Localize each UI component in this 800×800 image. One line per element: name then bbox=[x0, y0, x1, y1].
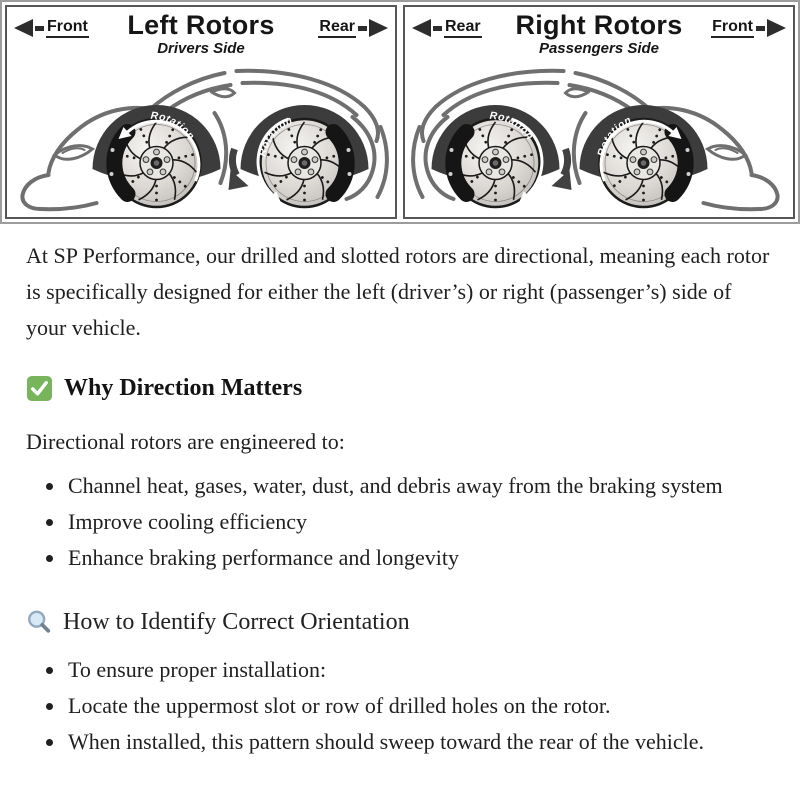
front-wheel bbox=[93, 105, 221, 207]
right-rotors-panel bbox=[403, 5, 795, 219]
panel-subtitle: Drivers Side bbox=[157, 40, 245, 57]
direction-label: Front bbox=[711, 19, 754, 38]
section-title: How to Identify Correct Orientation bbox=[63, 609, 410, 635]
list-item: • To ensure proper installation: bbox=[66, 652, 756, 688]
rotor-direction-diagram bbox=[0, 0, 800, 224]
left-car-illustration bbox=[7, 63, 395, 215]
section-heading-identify-orientation bbox=[26, 606, 774, 638]
rear-direction-indicator bbox=[318, 19, 388, 38]
rotation-label: Rotation bbox=[150, 109, 197, 143]
article-body bbox=[0, 224, 800, 760]
check-icon bbox=[26, 375, 53, 402]
direction-label: Front bbox=[46, 19, 89, 38]
left-rotors-panel bbox=[5, 5, 397, 219]
arrow-tail bbox=[756, 26, 765, 31]
front-direction-indicator bbox=[14, 19, 89, 38]
list-item: • Improve cooling efficiency bbox=[66, 504, 756, 540]
arrow-left-icon bbox=[412, 19, 431, 37]
panel-title: Left Rotors bbox=[127, 10, 275, 40]
rotation-label: Rotation bbox=[489, 109, 536, 143]
section-heading-why-direction-matters bbox=[26, 372, 774, 404]
arrow-tail bbox=[433, 26, 442, 31]
front-direction-indicator bbox=[711, 19, 786, 38]
section-lead: Directional rotors are engineered to: bbox=[26, 429, 345, 454]
list-item: • Locate the uppermost slot or row of drilled holes on the rotor. bbox=[66, 688, 756, 724]
rotation-label: Rotation bbox=[595, 114, 634, 158]
rear-wheel bbox=[241, 105, 369, 207]
right-car-illustration bbox=[405, 63, 793, 215]
arrow-right-icon bbox=[369, 19, 388, 37]
arrow-tail bbox=[358, 26, 367, 31]
list-item: • Enhance braking performance and longevity bbox=[66, 540, 756, 576]
list-item: • Channel heat, gases, water, dust, and debris away from the braking system bbox=[66, 468, 756, 504]
direction-label: Rear bbox=[444, 19, 482, 38]
arrow-right-icon bbox=[767, 19, 786, 37]
arrow-tail bbox=[35, 26, 44, 31]
front-wheel bbox=[580, 105, 708, 207]
panel-title: Right Rotors bbox=[515, 10, 683, 40]
identify-orientation-list bbox=[26, 652, 774, 760]
rotation-label: Rotation bbox=[256, 114, 295, 158]
why-direction-list bbox=[26, 468, 774, 576]
right-panel-header bbox=[405, 7, 793, 63]
section-title: Why Direction Matters bbox=[64, 375, 303, 401]
panel-subtitle: Passengers Side bbox=[538, 40, 660, 57]
rear-wheel bbox=[432, 105, 560, 207]
intro-paragraph: At SP Performance, our drilled and slotted rotors are directional, meaning each rotor is specifically designed for either the left (driver’s) or right (passenger’s) side of your vehicle. bbox=[26, 243, 770, 340]
magnifier-icon bbox=[26, 609, 52, 635]
direction-label: Rear bbox=[318, 19, 356, 38]
list-item: • When installed, this pattern should sweep toward the rear of the vehicle. bbox=[66, 724, 756, 760]
rear-direction-indicator bbox=[412, 19, 482, 38]
arrow-left-icon bbox=[14, 19, 33, 37]
left-panel-header bbox=[7, 7, 395, 63]
